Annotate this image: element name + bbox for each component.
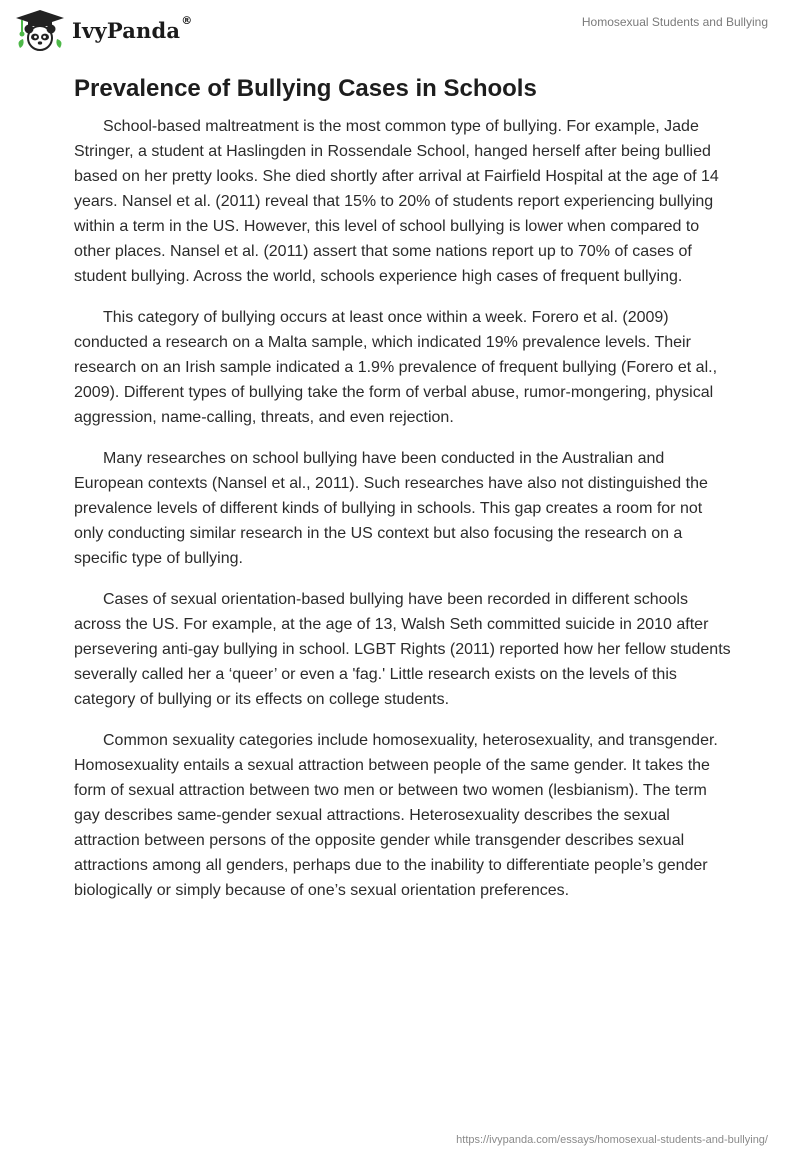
brand-logo[interactable]: [14, 8, 192, 52]
document-title: Homosexual Students and Bullying: [581, 15, 768, 29]
article-content: [74, 72, 734, 919]
brand-name: [72, 13, 193, 43]
page-header: [0, 0, 800, 60]
paragraph: Cases of sexual orientation-based bullying have been recorded in different schools across the US. For example, at the age of 13, Walsh Seth committed suicide in 2010 after persevering anti-gay bullying in school. LGBT Rights (2011) reported how her fellow students severally called her a ‘queer’ or even a 'fag.' Little research exists on the levels of this category of bullying or its effects on college students.: [74, 591, 731, 708]
source-url[interactable]: https://ivypanda.com/essays/homosexual-students-and-bullying/: [456, 1134, 768, 1146]
paragraph: School-based maltreatment is the most common type of bullying. For example, Jade Stringer, a student at Haslingden in Rossendale School, hanged herself after being bullied based on her pretty looks. She died shortly after arrival at Fairfield Hospital at the age of 14 years. Nansel et al. (2011) reveal that 15% to 20% of students report experiencing bullying within a term in the US. However, this level of school bullying is lower when compared to other places. Nansel et al. (2011) assert that some nations report up to 70% of cases of student bullying. Across the world, schools experience high cases of frequent bullying.: [74, 118, 719, 285]
paragraph: Common sexuality categories include homosexuality, heterosexuality, and transgender. Homosexuality entails a sexual attraction between people of the same gender. It takes the form of sexual attraction between two men or between two women (lesbianism). The term gay describes same-gender sexual attractions. Heterosexuality describes the sexual attraction between persons of the opposite gender while transgender describes sexual attractions among all genders, perhaps due to the inability to differentiate people’s gender biologically or simply because of one’s sexual orientation preferences.: [74, 732, 718, 899]
paragraph: Many researches on school bullying have been conducted in the Australian and European contexts (Nansel et al., 2011). Such researches have also not distinguished the prevalence levels of different kinds of bullying in schools. This gap creates a room for not only conducting similar research in the US context but also focusing the research on a specific type of bullying.: [74, 450, 708, 567]
brand-name-text: IvyPanda: [72, 17, 181, 43]
paragraph: This category of bullying occurs at least once within a week. Forero et al. (2009) conducted a research on a Malta sample, which indicated 19% prevalence levels. Their research on an Irish sample indicated a 1.9% prevalence of frequent bullying (Forero et al., 2009). Different types of bullying take the form of verbal abuse, rumor-mongering, physical aggression, name-calling, threats, and even rejection.: [74, 309, 718, 426]
panda-graduate-icon: [14, 8, 66, 52]
section-heading: Prevalence of Bullying Cases in Schools: [74, 75, 537, 102]
registered-mark: ®: [181, 13, 193, 27]
